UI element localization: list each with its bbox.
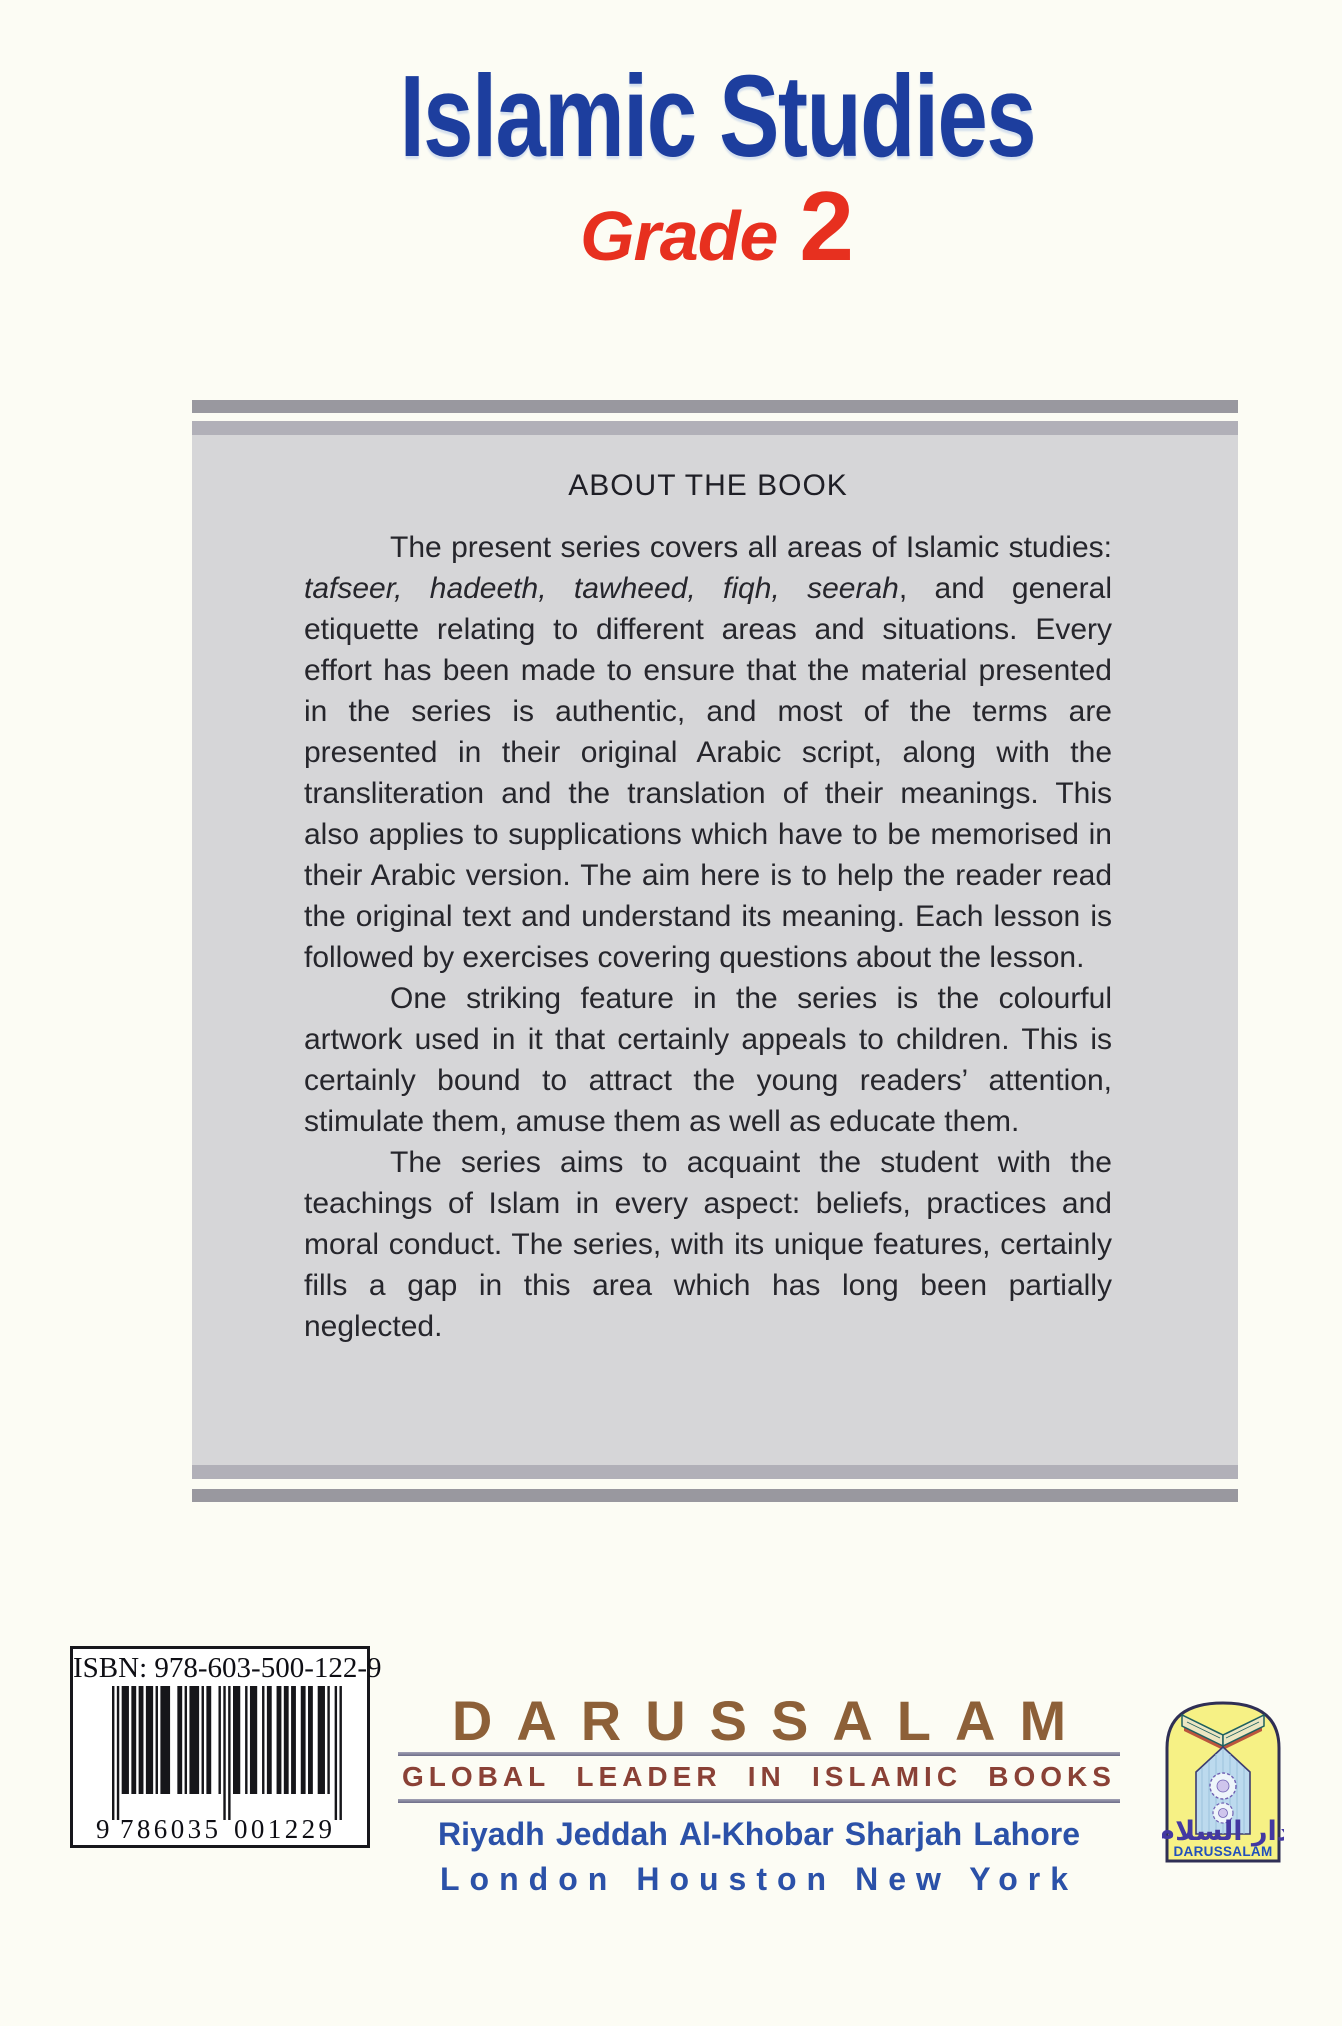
- logo-arabic-calligraphy: دار السلام: [1162, 1816, 1284, 1847]
- city-name: Lahore: [973, 1816, 1080, 1853]
- tagline-word: IN: [747, 1761, 786, 1793]
- city-name: Al-Khobar: [679, 1816, 834, 1853]
- about-paragraph-3: The series aims to acquaint the student with the teachings of Islam in every aspect: beliefs, practices and moral conduct. The series, with its unique features, certainly fills a gap in this area which has long been partially neglected.: [304, 1146, 1112, 1343]
- city-name: New York: [855, 1861, 1078, 1898]
- book-title-block: [192, 51, 1242, 281]
- panel-top-outer-rule: [192, 400, 1238, 413]
- grade-word: Grade: [580, 196, 778, 275]
- ean-barcode: [94, 1686, 346, 1842]
- panel-top-gap: [192, 413, 1238, 421]
- publisher-cities-row-1: [398, 1816, 1120, 1853]
- barcode-digits: 9: [96, 1814, 110, 1842]
- logo-caption: DARUSSALAM: [1173, 1844, 1273, 1859]
- about-paragraph-1: [304, 527, 1112, 978]
- publisher-tagline: [398, 1761, 1120, 1793]
- panel-bottom-outer-rule: [192, 1489, 1238, 1502]
- city-name: Jeddah: [555, 1816, 668, 1853]
- paragraph-1-italic-terms: tafseer, hadeeth, tawheed, fiqh, seerah: [304, 572, 899, 605]
- publisher-logo: [1162, 1696, 1284, 1864]
- tagline-word: BOOKS: [988, 1761, 1116, 1793]
- about-panel: [192, 400, 1238, 1502]
- city-name: Sharjah: [844, 1816, 963, 1853]
- tagline-word: GLOBAL: [402, 1761, 551, 1793]
- tagline-word: LEADER: [576, 1761, 722, 1793]
- book-title: Islamic Studies: [399, 51, 1035, 181]
- panel-bottom-gap: [192, 1479, 1238, 1489]
- panel-top-inner-rule: [192, 421, 1238, 435]
- book-grade: [192, 170, 1242, 281]
- barcode-digits: 786035: [120, 1814, 218, 1842]
- city-name: Houston: [636, 1861, 837, 1898]
- isbn-barcode-box: [70, 1646, 382, 1848]
- paragraph-1-pre: The present series covers all areas of Islamic studies:: [390, 531, 1112, 564]
- publisher-cities-row-2: [398, 1861, 1120, 1898]
- about-panel-body: [192, 435, 1238, 1465]
- paragraph-1-post: , and general etiquette relating to different areas and situations. Every effort has been made to ensure that the material presented in the series is authentic, and most of the terms are presented in their original Arabic script, along with the transliteration and the translation of their meanings. This also applies to supplications which have to be memorised in their Arabic version. The aim here is to help the reader read the original text and understand its meaning. Each lesson is followed by exercises covering questions about the lesson.: [304, 572, 1113, 974]
- panel-bottom-inner-rule: [192, 1465, 1238, 1479]
- publisher-rule-bottom: [398, 1799, 1120, 1803]
- publisher-block: [398, 1689, 1120, 1898]
- barcode-digits: 001229: [234, 1814, 332, 1842]
- grade-number: 2: [799, 170, 854, 281]
- tagline-word: ISLAMIC: [811, 1761, 963, 1793]
- about-paragraph-2: One striking feature in the series is the colourful artwork used in it that certainly appeals to children. This is certainly bound to attract the young readers’ attention, stimulate them, amuse them as well as educate them.: [304, 982, 1112, 1138]
- city-name: Riyadh: [438, 1816, 545, 1853]
- isbn-label: ISBN: 978-603-500-122-9: [73, 1652, 382, 1684]
- about-text: [304, 527, 1112, 1347]
- about-heading: ABOUT THE BOOK: [568, 469, 848, 502]
- city-name: London: [440, 1861, 618, 1898]
- publisher-rule-top: [398, 1752, 1120, 1756]
- darussalam-logo-graphic: [1162, 1696, 1284, 1864]
- publisher-name: DARUSSALAM: [451, 1689, 1091, 1752]
